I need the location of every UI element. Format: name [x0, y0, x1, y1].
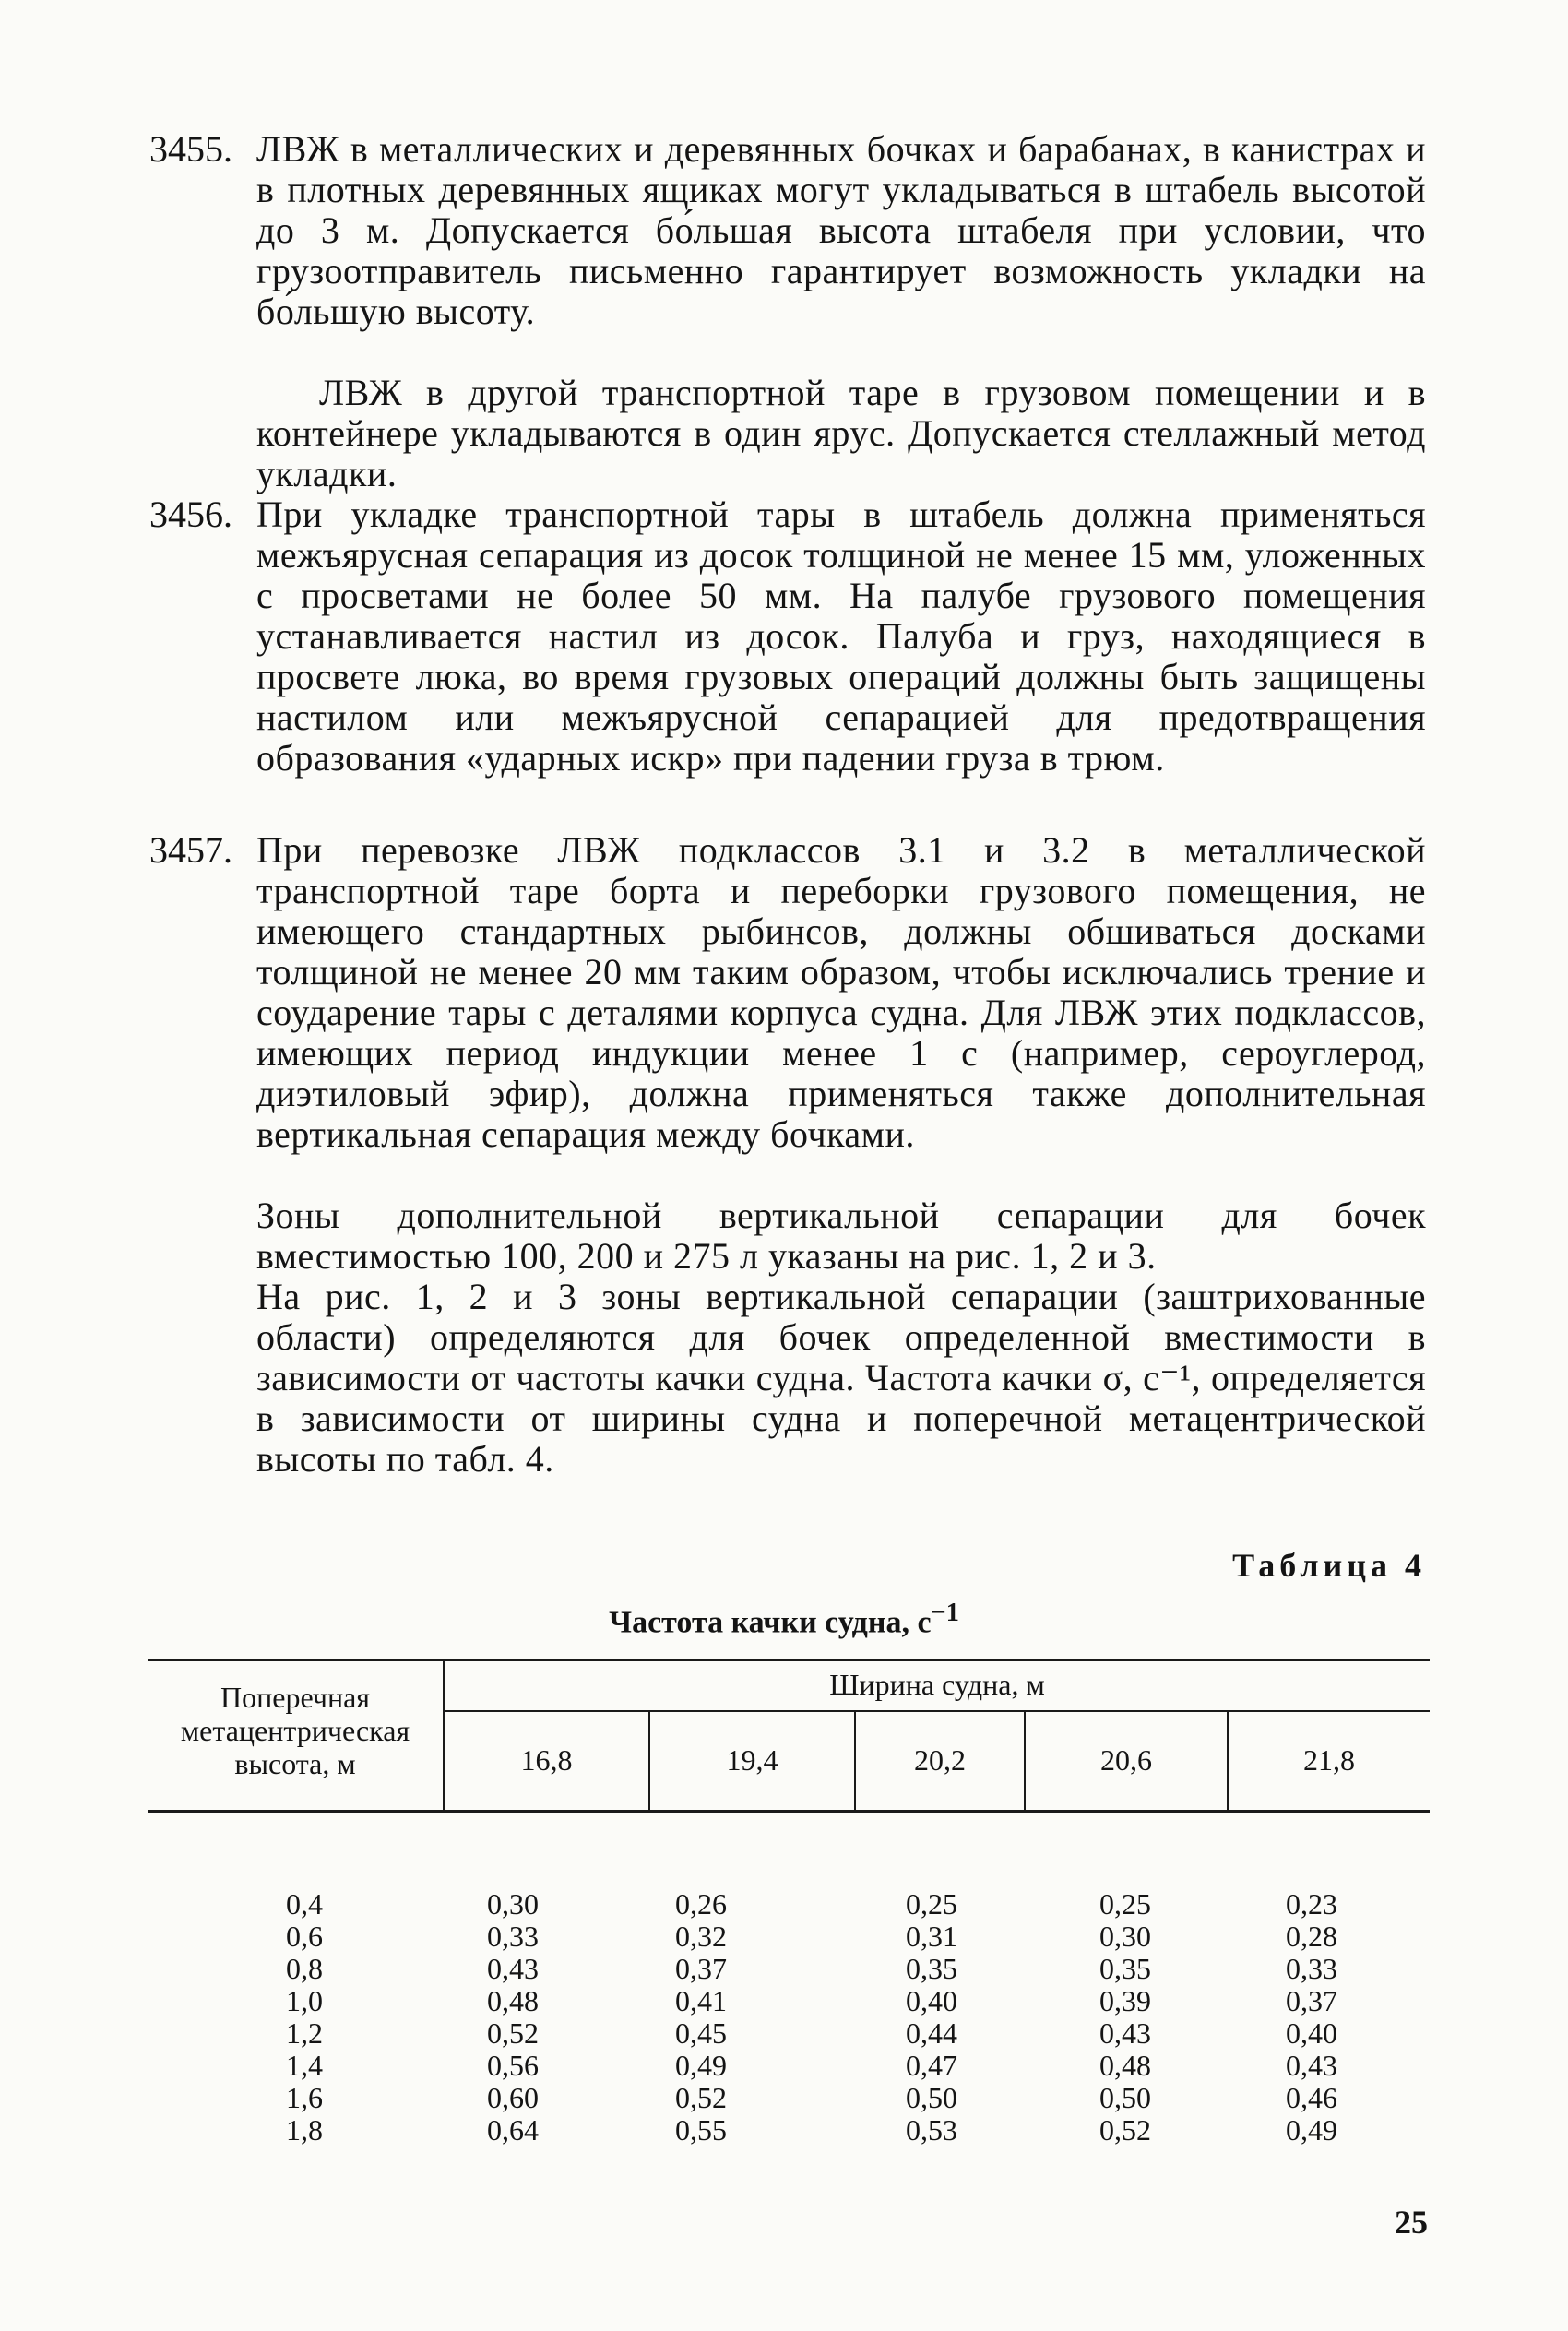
table-cell: 0,64	[487, 2113, 539, 2147]
group-header: Ширина судна, м	[829, 1668, 1045, 1701]
table-cell: 0,44	[906, 2016, 957, 2050]
table-cell: 0,30	[487, 1887, 539, 1921]
table-cell: 0,40	[906, 1984, 957, 2017]
section-number: 3457.	[149, 829, 232, 871]
page-number: 25	[1395, 2204, 1428, 2241]
table-cell: 0,47	[906, 2049, 957, 2082]
table-cell: 1,6	[286, 2081, 323, 2114]
column-header: 19,4	[726, 1743, 778, 1777]
table-cell: 0,4	[286, 1887, 323, 1921]
table-title	[0, 1599, 1568, 1640]
table-cell: 0,25	[906, 1887, 957, 1921]
table-cell: 0,43	[1286, 2049, 1337, 2082]
row-header-line: метацентрическая	[180, 1714, 410, 1747]
table-cell: 0,46	[1286, 2081, 1337, 2114]
data-column	[457, 1888, 568, 2147]
table-cell: 0,49	[675, 2049, 727, 2082]
table-cell: 0,43	[1099, 2016, 1151, 2050]
table-cell: 0,50	[1099, 2081, 1151, 2114]
row-header	[148, 1681, 443, 1780]
table-cell: 0,39	[1099, 1984, 1151, 2017]
paragraph: ЛВЖ в металлических и деревянных бочках и барабанах, в канистрах и в плотных деревянных ящиках могут укладываться в штабель высотой до 3 м. Допускается бо́льшая высота штабеля при условии, что грузоотправитель письменно гарантирует возможность укладки на бо́льшую высоту.	[256, 128, 1426, 332]
table-cell: 0,48	[487, 1984, 539, 2017]
table-cell: 0,25	[1099, 1887, 1151, 1921]
table-cell: 0,49	[1286, 2113, 1337, 2147]
table-cell: 0,55	[675, 2113, 727, 2147]
paragraph: При укладке транспортной тары в штабель должна применяться межъярусная сепарация из досок толщиной не менее 15 мм, уложенных с просветами не более 50 мм. На палубе грузового помещения устанавливается настил из досок. Палуба и груз, находящиеся в просвете люка, во время грузовых операций должны быть защищены настилом или межъярусной сепарацией для предотвращения образования «ударных искр» при падении груза в трюм.	[256, 494, 1426, 779]
paragraph: ЛВЖ в другой транспортной таре в грузовом помещении и в контейнере укладываются в один ярус. Допускается стеллажный метод укладки.	[256, 372, 1426, 494]
table-top-rule	[148, 1659, 1430, 1661]
table-cell: 0,33	[487, 1920, 539, 1953]
paragraph: При перевозке ЛВЖ подклассов 3.1 и 3.2 в металлической транспортной таре борта и переборки грузового помещения, не имеющего стандартных рыбинсов, должны обшиваться досками толщиной не менее 20 мм таким образом, чтобы исключались трение и соударение тары с деталями корпуса судна. Для ЛВЖ этих подклассов, имеющих период индукции менее 1 с (например, сероуглерод, диэтиловый эфир), должна применяться также дополнительная вертикальная сепарация между бочками.	[256, 829, 1426, 1155]
column-header: 21,8	[1303, 1743, 1355, 1777]
table-cell: 0,53	[906, 2113, 957, 2147]
table-cell: 0,35	[906, 1952, 957, 1985]
table-title-text: Частота качки судна, с	[609, 1605, 932, 1640]
table-cell: 0,37	[1286, 1984, 1337, 2017]
table-label: Таблица 4	[1232, 1547, 1426, 1584]
table-cell: 0,43	[487, 1952, 539, 1985]
data-column	[1070, 1888, 1181, 2147]
row-header-line: Поперечная	[220, 1681, 370, 1714]
table-title-unit: −1	[931, 1599, 959, 1627]
table-cell: 0,28	[1286, 1920, 1337, 1953]
row-labels-column	[249, 1888, 360, 2147]
paragraph: На рис. 1, 2 и 3 зоны вертикальной сепарации (заштрихованные области) определяются для бочек определенной вместимости в зависимости от частоты качки судна. Частота качки σ, с⁻¹, определяется в зависимости от ширины судна и поперечной метацентрической высоты по табл. 4.	[256, 1276, 1426, 1480]
row-header-line: высота, м	[234, 1747, 356, 1780]
table-cell: 0,41	[675, 1984, 727, 2017]
group-header-rule	[445, 1710, 1430, 1712]
column-header: 20,6	[1100, 1743, 1152, 1777]
column-header: 20,2	[914, 1743, 966, 1777]
table-cell: 0,30	[1099, 1920, 1151, 1953]
table-cell: 0,31	[906, 1920, 957, 1953]
table-cell: 1,2	[286, 2016, 323, 2050]
table-cell: 0,35	[1099, 1952, 1151, 1985]
table-cell: 0,8	[286, 1952, 323, 1985]
section-number: 3456.	[149, 494, 232, 535]
table-cell: 1,4	[286, 2049, 323, 2082]
column-header: 16,8	[520, 1743, 573, 1777]
table-cell: 1,8	[286, 2113, 323, 2147]
data-column	[646, 1888, 756, 2147]
table-cell: 0,26	[675, 1887, 727, 1921]
table-cell: 0,48	[1099, 2049, 1151, 2082]
table-header-bottom-rule	[148, 1810, 1430, 1813]
table-cell: 1,0	[286, 1984, 323, 2017]
table-cell: 0,40	[1286, 2016, 1337, 2050]
table-cell: 0,37	[675, 1952, 727, 1985]
section-number: 3455.	[149, 128, 232, 170]
table-cell: 0,52	[1099, 2113, 1151, 2147]
table-cell: 0,33	[1286, 1952, 1337, 1985]
table-cell: 0,60	[487, 2081, 539, 2114]
table-cell: 0,45	[675, 2016, 727, 2050]
table-cell: 0,32	[675, 1920, 727, 1953]
table-cell: 0,6	[286, 1920, 323, 1953]
table-cell: 0,23	[1286, 1887, 1337, 1921]
data-column	[876, 1888, 987, 2147]
table-cell: 0,52	[487, 2016, 539, 2050]
table-cell: 0,56	[487, 2049, 539, 2082]
paragraph: Зоны дополнительной вертикальной сепарации для бочек вместимостью 100, 200 и 275 л указаны на рис. 1, 2 и 3.	[256, 1195, 1426, 1277]
table-cell: 0,52	[675, 2081, 727, 2114]
data-column	[1256, 1888, 1367, 2147]
table-cell: 0,50	[906, 2081, 957, 2114]
